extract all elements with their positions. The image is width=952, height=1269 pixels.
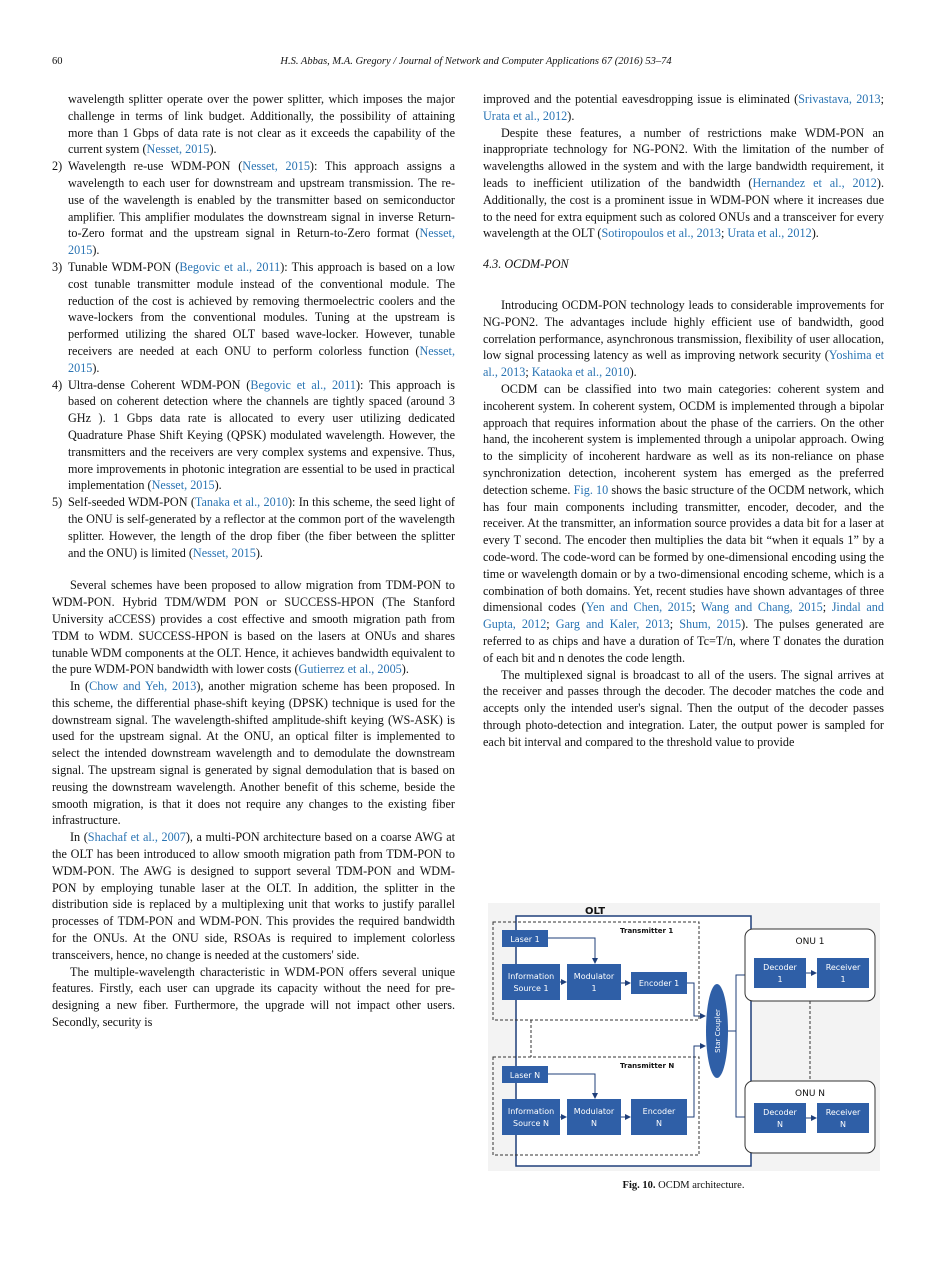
- svg-text:Star Coupler: Star Coupler: [714, 1009, 722, 1053]
- citation-link[interactable]: Sotiropoulos et al., 2013: [601, 226, 721, 241]
- svg-text:Encoder 1: Encoder 1: [638, 979, 680, 988]
- svg-text:1: 1: [777, 975, 783, 984]
- info-source-1-block: [502, 964, 560, 1000]
- body-paragraph: improved and the potential eavesdropping issue is eliminated (Srivastava, 2013; Urata et al., 2012).: [483, 92, 884, 123]
- citation-link[interactable]: Begovic et al., 2011: [179, 259, 281, 274]
- citation-link[interactable]: Urata et al., 2012: [727, 226, 812, 241]
- body-paragraph: Several schemes have been proposed to allow migration from TDM-PON to WDM-PON. Hybrid TDM/WDM PON or SUCCESS-HPON (The Stanford University aCCESS) provides a cost effective and smooth migration path from TDM to WDM. SUCCESS-HPON is based on the lasers at ONUs and shares tunable WDM components at the OLT. Hence, it achieves bandwidth equivalent to the pure WDM-PON bandwidth with lower costs (Gutierrez et al., 2005).: [52, 578, 455, 677]
- svg-text:Receiver: Receiver: [825, 963, 861, 972]
- svg-text:Source N: Source N: [512, 1119, 550, 1128]
- svg-text:Modulator: Modulator: [573, 972, 615, 981]
- modulator-n-block: [567, 1099, 621, 1135]
- page-header: [52, 56, 900, 70]
- svg-text:N: N: [656, 1119, 662, 1128]
- citation-link[interactable]: Srivastava, 2013: [798, 92, 881, 106]
- svg-text:1: 1: [591, 984, 597, 993]
- svg-text:N: N: [777, 1120, 783, 1129]
- citation-link[interactable]: Tanaka et al., 2010: [194, 495, 288, 510]
- body-paragraph: In (Shachaf et al., 2007), a multi-PON architecture based on a coarse AWG at the OLT has been introduced to allow smooth migration path from TDM-PON to WDM-PON. The AWG is designed to support several TDM-PON and WDM-PON by employing tunable laser at the OLT. In addition, the splitter in the distribution side is replaced by a multiplexing unit that works to justify parallel processes of TDM-PON and WDM-PON. This provides the required bandwidth for the ONUs. At the ONU side, RSOAs is required to implement colorless transceivers, hence, no change is needed at the customers' side.: [52, 830, 456, 962]
- transmitter-n-label: Transmitter N: [620, 1062, 675, 1070]
- citation-link[interactable]: Garg and Kaler, 2013: [555, 617, 670, 632]
- body-paragraph: The multiplexed signal is broadcast to all of the users. The signal arrives at the receiver and passes through the decoder. The decoder matches the code and accepts only the intended user's signal. Then the output of the decoder passes through photo-detection and integration. Later, the output power is sampled for each bit interval and compared to the threshold value to provide: [483, 667, 884, 749]
- citation-link[interactable]: Chow and Yeh, 2013: [89, 679, 197, 694]
- body-paragraph: Despite these features, a number of restrictions make WDM-PON an inappropriate technology for NG-PON2. With the limitation of the number of wavelengths allowed in the system and with the large bandwidth requirement, it leads to inefficient utilization of the bandwidth (Hernandez et al., 2012). Additionally, the cost is a prominent issue in WDM-PON where it increases due to the need for extra equipment such as colored ONUs and a transceiver for every wavelength at the OLT (Sotiropoulos et al., 2013; Urata et al., 2012).: [483, 125, 884, 241]
- citation-link[interactable]: Gutierrez et al., 2005: [298, 662, 402, 677]
- list-item: 4) Ultra-dense Coherent WDM-PON (Begovic et al., 2011): This approach is based on coherent detection where the channels are tightly spaced (around 3 GHz ). 1 Gbps data rate is allocated to every user utilizing dedicated Quadrature Phase Shift Keying (QPSK) modulated wavelength. However, the transmitters and the receivers are very complex systems and expensive. Thus, more improvements in photonic integration are essential to be used in practical implementation (Nesset, 2015).: [52, 377, 455, 493]
- citation-link[interactable]: Nesset, 2015: [146, 142, 210, 157]
- citation-link[interactable]: Begovic et al., 2011: [250, 377, 356, 392]
- citation-link[interactable]: Nesset, 2015: [192, 545, 256, 560]
- list-item: 5) Self-seeded WDM-PON (Tanaka et al., 2010): In this scheme, the seed light of the ONU is self-generated by a reflector at the common port of the wavelength splitter. However, the length of the drop fiber (the fiber between the splitter and the ONU) is limited (Nesset, 2015).: [52, 495, 455, 560]
- citation-link[interactable]: Nesset, 2015: [151, 478, 215, 493]
- citation-link[interactable]: Shum, 2015: [679, 617, 742, 632]
- onu-n-label: ONU N: [795, 1089, 825, 1099]
- section-heading: 4.3. OCDM-PON: [483, 257, 569, 272]
- svg-text:Source 1: Source 1: [513, 984, 549, 993]
- citation-link[interactable]: Yoshima et al., 2013: [483, 348, 884, 380]
- citation-link[interactable]: Wang and Chang, 2015: [700, 600, 823, 615]
- citation-link[interactable]: Hernandez et al., 2012: [752, 175, 877, 190]
- page-number: 60: [52, 56, 63, 67]
- running-head: H.S. Abbas, M.A. Gregory / Journal of Network and Computer Applications 67 (2016) 53–74: [280, 56, 672, 67]
- left-column: [52, 91, 455, 1031]
- svg-text:N: N: [840, 1120, 846, 1129]
- list-item-continuation: wavelength splitter operate over the power splitter, which imposes the major challenge in terms of link budget. Additionally, the possibility of attaining more than 1 Gbps of data rate is not clear as it exceeds the capability of the current system (Nesset, 2015).: [68, 92, 455, 157]
- svg-text:Laser 1: Laser 1: [510, 935, 540, 944]
- approach-list: [52, 158, 455, 561]
- transmitter-1-label: Transmitter 1: [620, 927, 674, 935]
- body-paragraph: In (Chow and Yeh, 2013), another migration scheme has been proposed. In this scheme, the differential phase-shift keying (DPSK) technique is used for the downstream signal. The wavelength-shifted amplitude-shift keying (WS-ASK) is used for the upstream signal. At the ONU, an optical filter is implemented to select the intended downstream wavelength and to demodulate the downstream signal. The upstream signal is generated by signal demodulation that is based on reusing the downstream wavelength. Another benefit of this scheme, beside the smooth migration, is that it does not require any changes to the existing fiber infrastructure.: [52, 679, 455, 828]
- figure-ocdm-architecture: [488, 903, 880, 1171]
- svg-text:N: N: [591, 1119, 597, 1128]
- citation-link[interactable]: Shachaf et al., 2007: [87, 830, 186, 845]
- list-item: 2) Wavelength re-use WDM-PON (Nesset, 2015): This approach assigns a wavelength to each user for downstream and upstream transmission. The re-use of the wavelength is enabled by the transmitter based on semiconductor amplifier. This amplifier modulates the downstream signal in inverse Return-to-Zero format and the upstream signal in Return-to-Zero format (Nesset, 2015).: [52, 159, 455, 258]
- citation-link[interactable]: Nesset, 2015: [242, 159, 310, 174]
- svg-text:Laser N: Laser N: [509, 1071, 541, 1080]
- citation-link[interactable]: Jindal and Gupta, 2012: [483, 600, 884, 632]
- citation-link[interactable]: Nesset, 2015: [68, 343, 455, 375]
- citation-link[interactable]: Urata et al., 2012: [483, 108, 568, 123]
- ocdm-diagram: [488, 903, 880, 1171]
- svg-text:Decoder: Decoder: [763, 963, 797, 972]
- olt-label: OLT: [585, 906, 606, 917]
- info-source-n-block: [502, 1099, 560, 1135]
- body-paragraph: OCDM can be classified into two main categories: coherent system and incoherent system. In coherent system, OCDM is implemented through a bipolar approach that requires information about the phase of the carriers. On the other hand, the incoherent system is implemented through a unipolar approach. Owing to the simplicity of incoherent hardware as well as its non-reliance on phase synchronization detection, incoherent system has emerged as the preferred detection scheme. Fig. 10 shows the basic structure of the OCDM network, which has four main components including transmitter, encoder, decoder, and the receiver. At the transmitter, an information source provides a data bit for a laser at every T second. The encoder then multiplies the data bit “when it equals 1” by a code-word. The code-word can be formed by one-dimensional encoding using the time or wavelength domain or by a two-dimensional encoding scheme, which is a combination of both domains. Yet, recent studies have shown advantages of three dimensional codes (Yen and Chen, 2015; Wang and Chang, 2015; Jindal and Gupta, 2012; Garg and Kaler, 2013; Shum, 2015). The pulses generated are referred to as chips and have a duration of Tc=T/n, where T donates the duration of each bit and n denotes the code length.: [483, 381, 884, 665]
- svg-text:Decoder: Decoder: [763, 1108, 797, 1117]
- encoder-n-block: [631, 1099, 687, 1135]
- body-paragraph: The multiple-wavelength characteristic in WDM-PON offers several unique features. Firstly, each user can upgrade its capacity without the need for pre-designing a new fiber. Furthermore, the upgrade will not impact other users. Secondly, security is: [52, 964, 455, 1030]
- svg-text:Receiver: Receiver: [825, 1108, 861, 1117]
- citation-link[interactable]: Kataoka et al., 2010: [531, 365, 630, 380]
- svg-text:Information: Information: [507, 1107, 555, 1116]
- svg-text:Encoder: Encoder: [642, 1107, 676, 1116]
- body-paragraph: Introducing OCDM-PON technology leads to considerable improvements for NG-PON2. The advantages include highly efficient use of bandwidth, good correlation performance, asynchronous transmission, flexibility of user allocation, low signal processing latency as well as improving network security (Yoshima et al., 2013; Kataoka et al., 2010).: [483, 297, 884, 380]
- modulator-1-block: [567, 964, 621, 1000]
- svg-text:Information: Information: [507, 972, 555, 981]
- citation-link[interactable]: Nesset, 2015: [68, 226, 455, 258]
- svg-text:Modulator: Modulator: [573, 1107, 615, 1116]
- svg-text:1: 1: [840, 975, 846, 984]
- list-item: 3) Tunable WDM-PON (Begovic et al., 2011): This approach is based on a low cost tunable transmitter module instead of the conventional module. The reduction of the cost is achieved by removing thermoelectric coolers and the wave-lockers from the conventional modules. Tuning at the upstream is performed utilizing the shared OLT based wave-locker. However, tunable receivers are needed at each ONU to perform colorless function (Nesset, 2015).: [52, 259, 455, 375]
- onu-1-label: ONU 1: [795, 937, 825, 947]
- figure-caption: Fig. 10. OCDM architecture.: [622, 1180, 745, 1191]
- citation-link[interactable]: Yen and Chen, 2015: [585, 600, 693, 615]
- figure-reference-link[interactable]: Fig. 10: [573, 482, 609, 497]
- right-column: [483, 91, 884, 750]
